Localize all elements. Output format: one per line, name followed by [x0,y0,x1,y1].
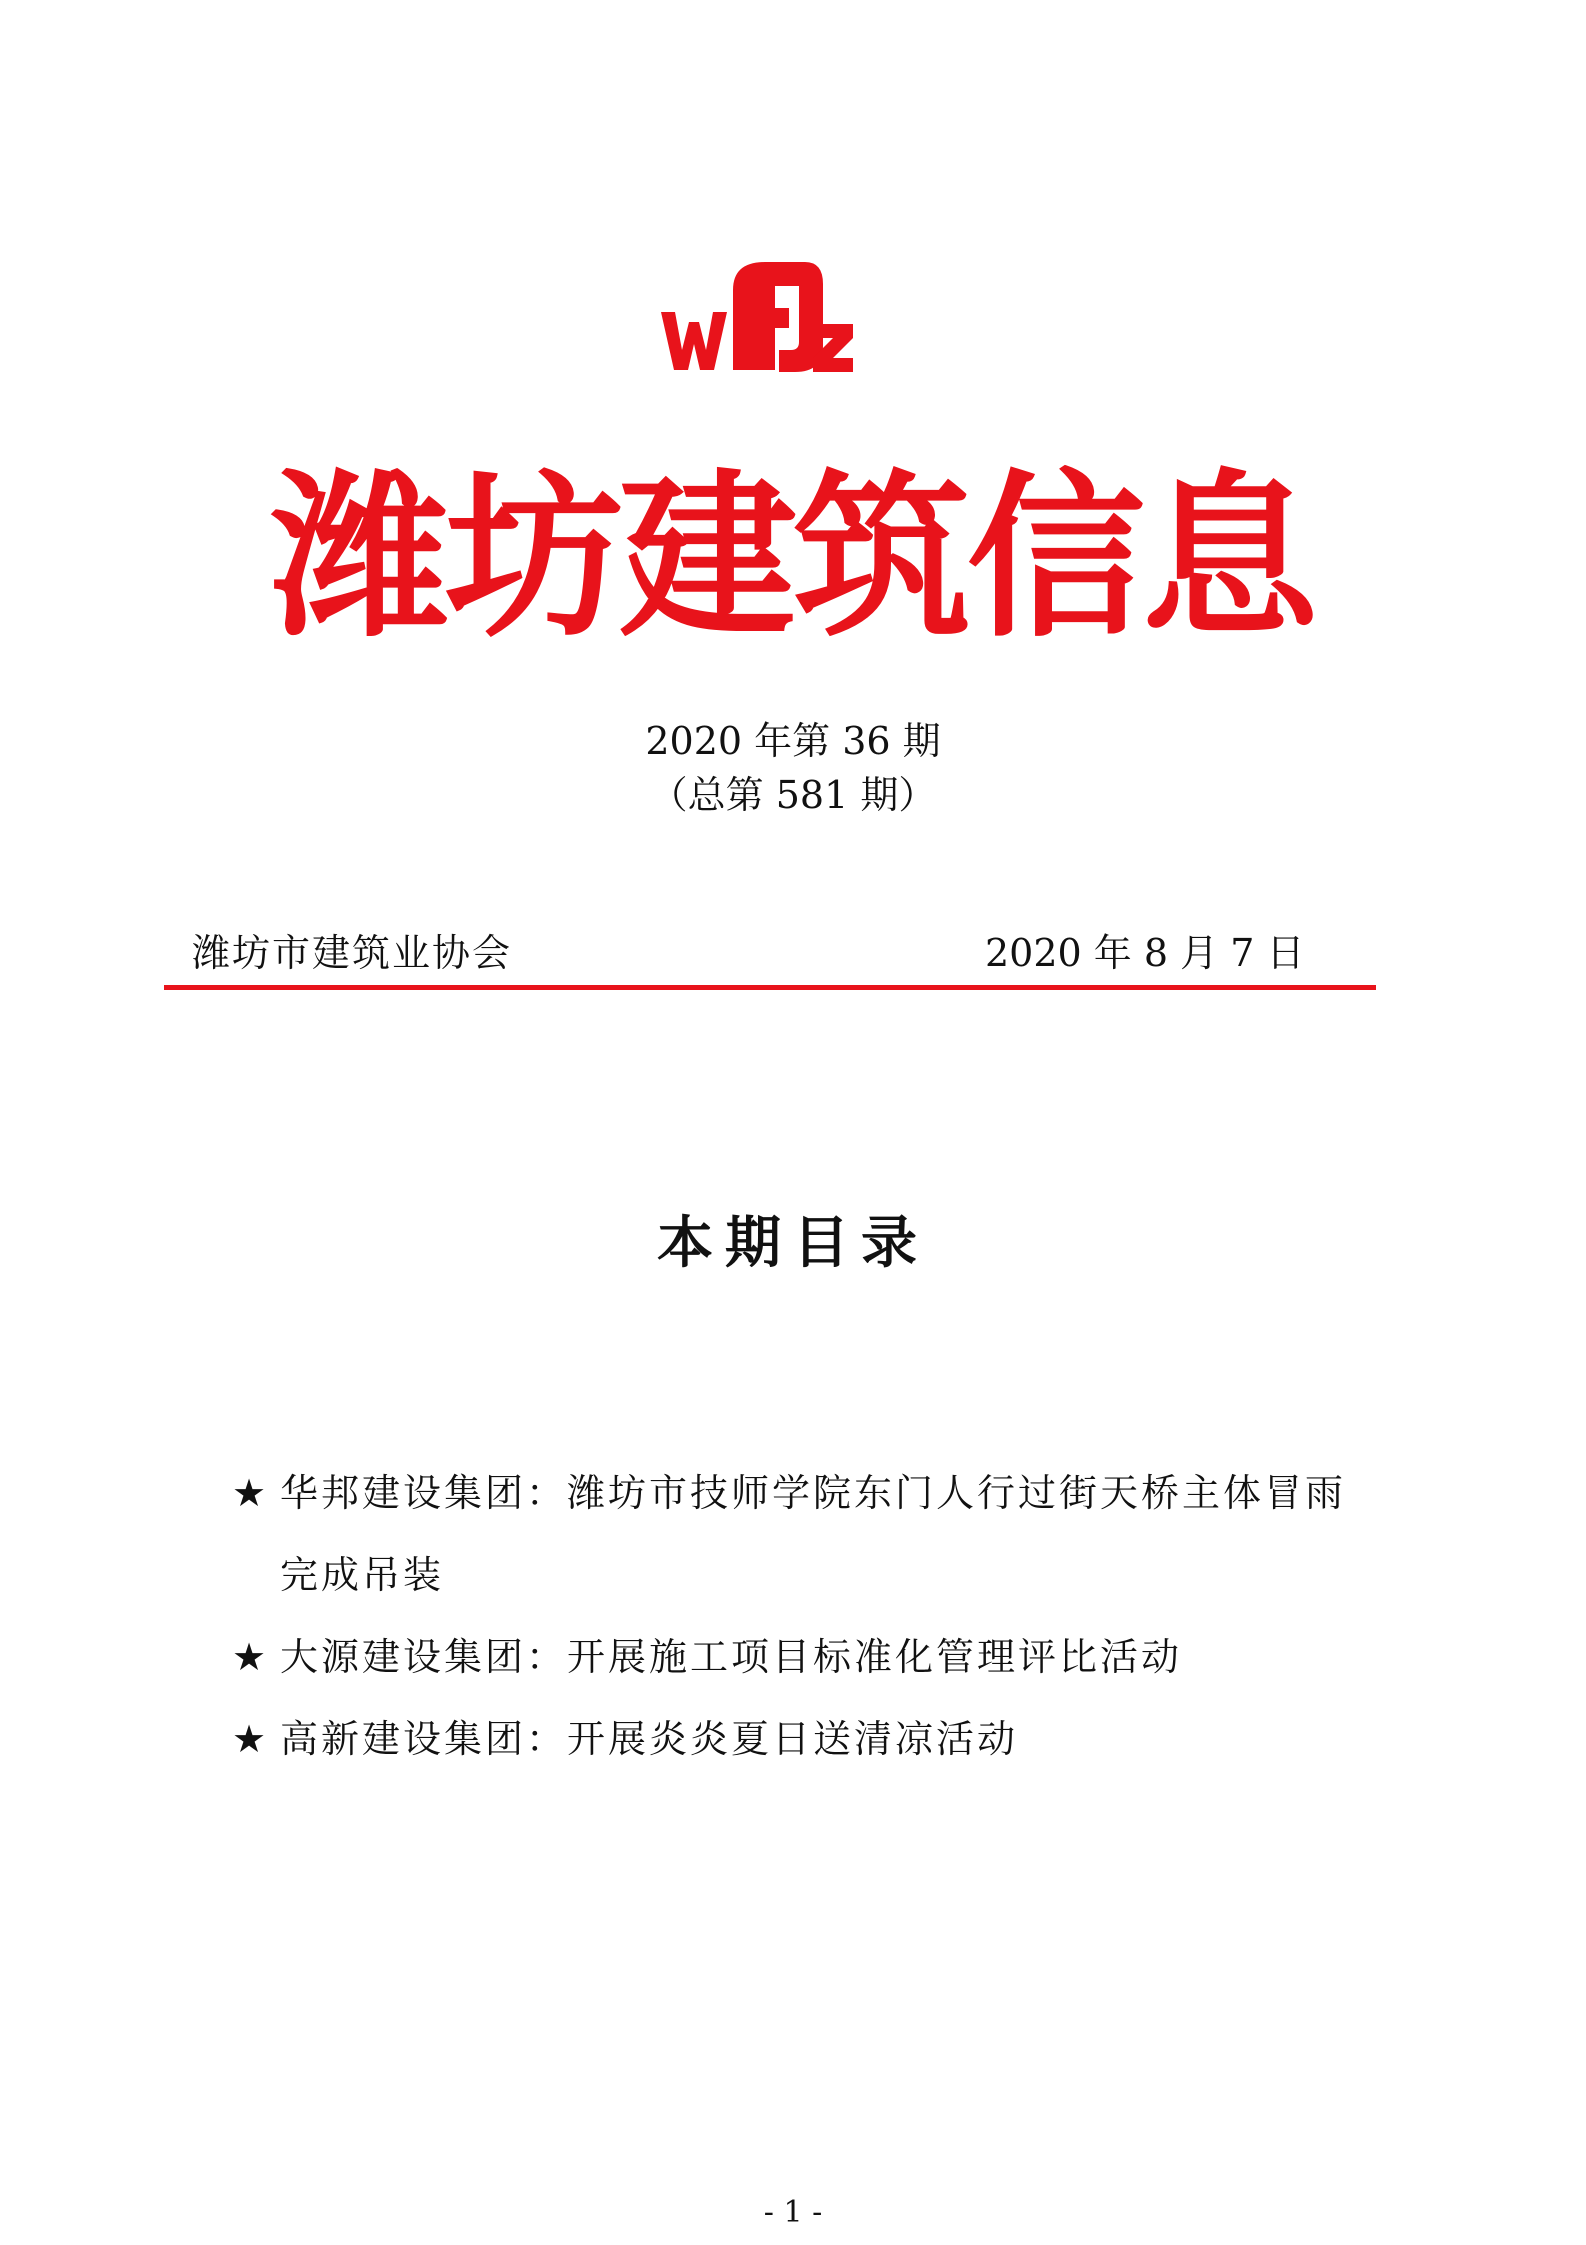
star-icon: ★ [232,1471,267,1515]
toc-item-text-continued: 完成吊装 [280,1553,445,1597]
toc-heading: 本期目录 [657,1210,929,1276]
toc-item-text: 大源建设集团：开展施工项目标准化管理评比活动 [280,1635,1183,1679]
toc-item[interactable] [232,1452,1412,1616]
header-divider [164,985,1376,990]
issue-number: 2020 年第 36 期 [645,719,941,763]
publish-date: 2020 年 8 月 7 日 [985,931,1305,975]
star-icon: ★ [232,1717,267,1761]
masthead-title: 潍坊建筑信息 [271,452,1315,661]
star-icon: ★ [232,1635,267,1679]
toc-list [232,1452,1412,1780]
page-number: - 1 - [763,2195,823,2230]
toc-item[interactable] [232,1698,1412,1780]
toc-item-text: 高新建设集团：开展炎炎夏日送清凉活动 [280,1717,1019,1761]
wfjz-logo [655,250,855,375]
publisher-org: 潍坊市建筑业协会 [192,931,513,975]
toc-item-text: 华邦建设集团：潍坊市技师学院东门人行过街天桥主体冒雨 [280,1471,1347,1515]
toc-item[interactable] [232,1616,1412,1698]
issue-total-number: （总第 581 期） [649,773,937,817]
